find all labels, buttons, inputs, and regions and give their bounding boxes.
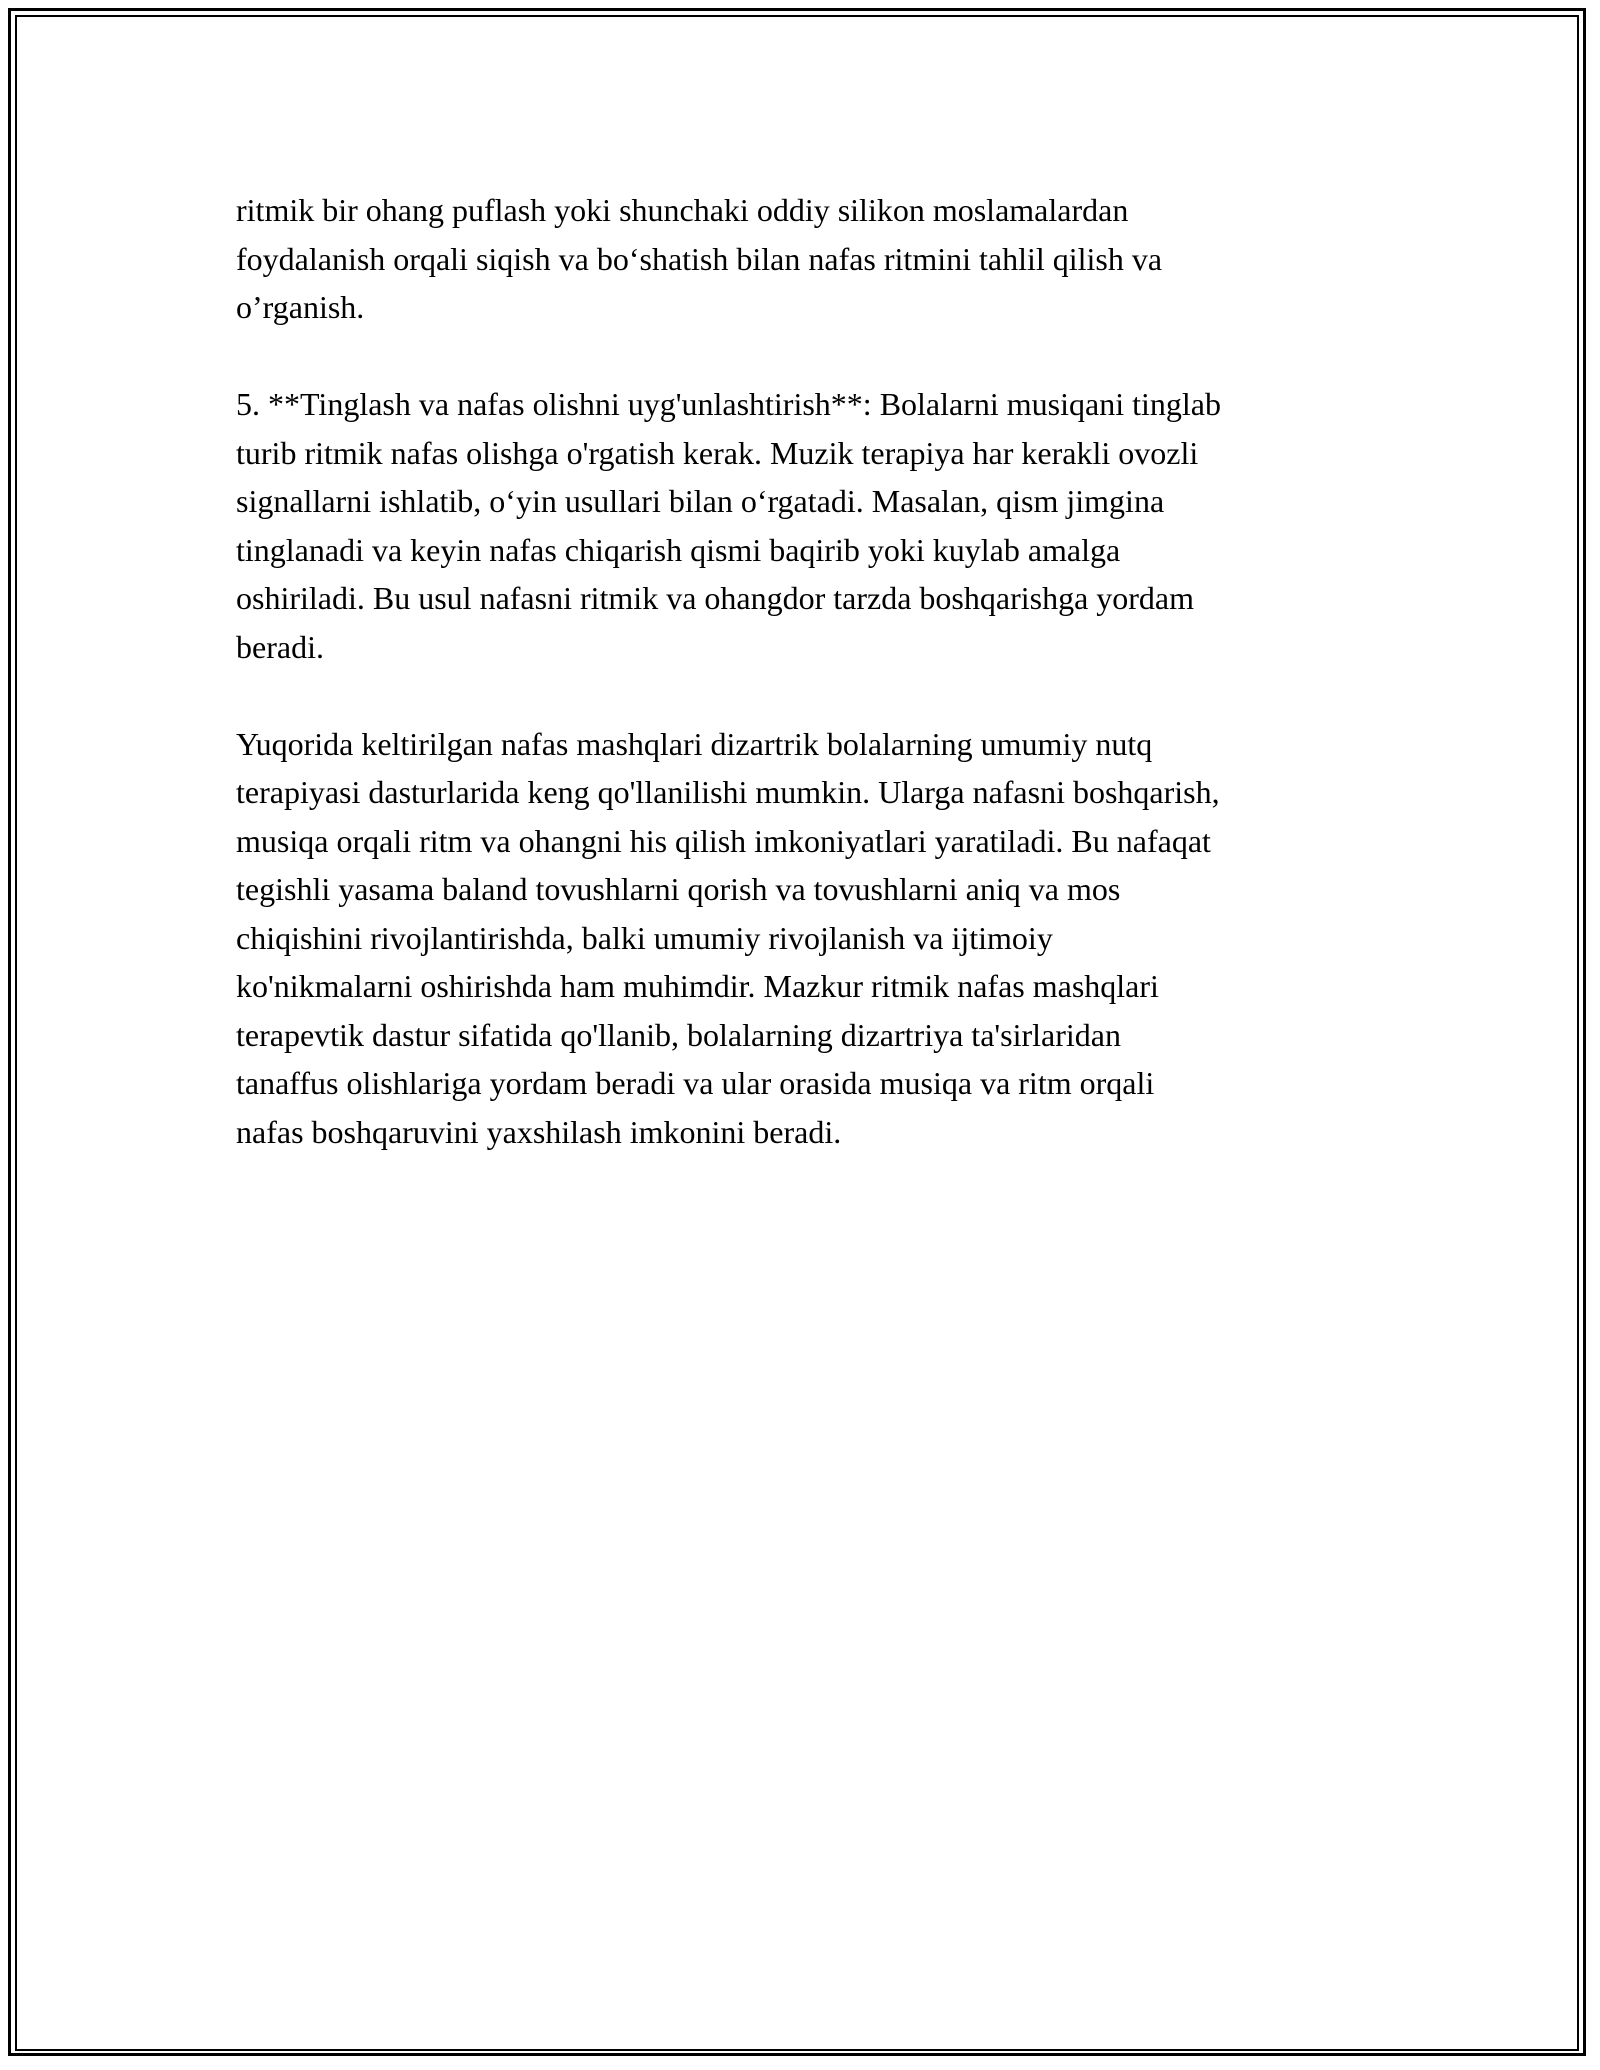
text-line: chiqishini rivojlantirishda, balki umumiy rivojlanish va ijtimoiy xyxy=(236,919,1053,956)
text-line: terapevtik dastur sifatida qo'llanib, bolalarning dizartriya ta'sirlaridan xyxy=(236,1016,1121,1053)
text-line: signallarni ishlatib, o‘yin usullari bilan o‘rgatadi. Masalan, qism jimgina xyxy=(236,483,1165,519)
paragraph-3 xyxy=(236,720,1366,1157)
text-line: Yuqorida keltirilgan nafas mashqlari dizartrik bolalarning umumiy nutq xyxy=(236,725,1153,762)
text-line: turib ritmik nafas olishga o'rgatish kerak. Muzik terapiya har kerakli ovozli xyxy=(236,434,1199,471)
text-line: beradi. xyxy=(236,628,324,665)
text-line: ritmik bir ohang puflash yoki shunchaki oddiy silikon moslamalardan xyxy=(236,192,1129,228)
text-line: o’rganish. xyxy=(236,289,365,325)
text-line: tegishli yasama baland tovushlarni qorish va tovushlarni aniq va mos xyxy=(236,871,1121,907)
text-line: tanaffus olishlariga yordam beradi va ular orasida musiqa va ritm orqali xyxy=(236,1065,1155,1101)
text-line: musiqa orqali ritm va ohangni his qilish imkoniyatlari yaratiladi. Bu nafaqat xyxy=(236,822,1211,859)
document-body xyxy=(236,186,1366,1205)
paragraph-1 xyxy=(236,186,1366,332)
text-line: terapiyasi dasturlarida keng qo'llanilishi mumkin. Ularga nafasni boshqarish, xyxy=(236,774,1220,810)
text-line: foydalanish orqali siqish va bo‘shatish bilan nafas ritmini tahlil qilish va xyxy=(236,240,1163,277)
text-line: tinglanadi va keyin nafas chiqarish qismi baqirib yoki kuylab amalga xyxy=(236,531,1121,568)
paragraph-2 xyxy=(236,380,1366,671)
text-line: oshiriladi. Bu usul nafasni ritmik va ohangdor tarzda boshqarishga yordam xyxy=(236,580,1195,616)
text-line: 5. **Tinglash va nafas olishni uyg'unlashtirish**: Bolalarni musiqani tinglab xyxy=(236,386,1221,422)
text-line: ko'nikmalarni oshirishda ham muhimdir. Mazkur ritmik nafas mashqlari xyxy=(236,968,1159,1004)
text-line: nafas boshqaruvini yaxshilash imkonini beradi. xyxy=(236,1113,842,1150)
